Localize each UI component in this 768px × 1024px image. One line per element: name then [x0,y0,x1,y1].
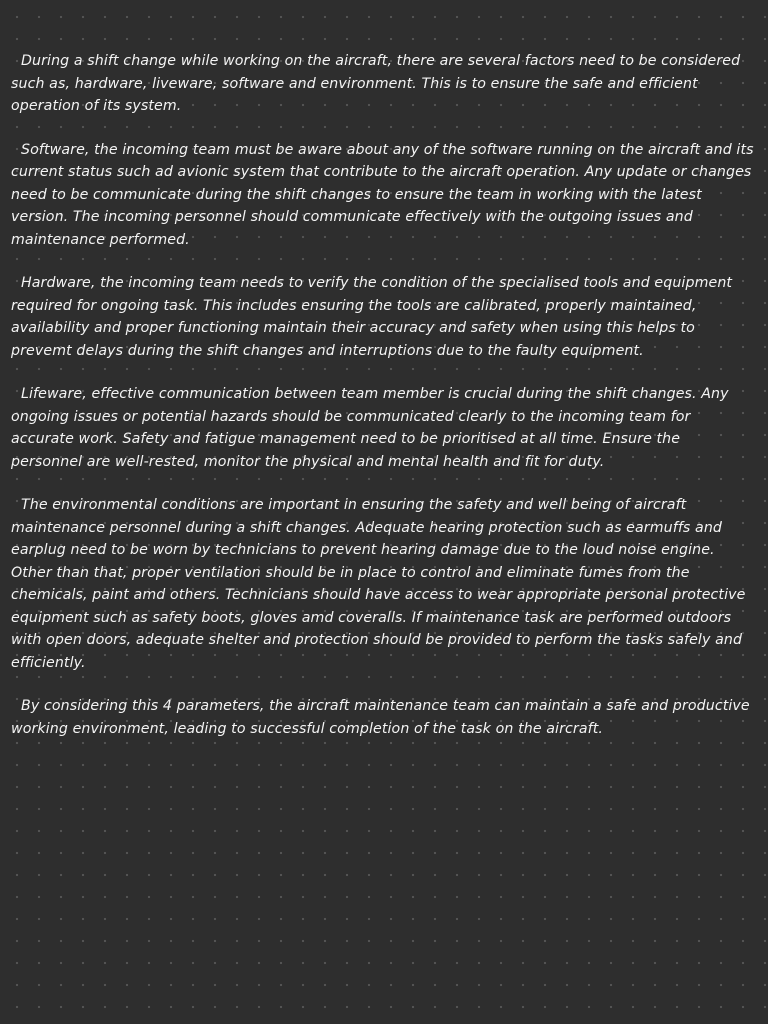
paragraph-software: Software, the incoming team must be aware about any of the software running on the aircraft and its current status such ad avionic system that contribute to the aircraft operation. Any update or changes need to be communicate during the shift changes to ensure the team in working with the latest version. The incoming personnel should communicate effectively with the outgoing issues and maintenance performed. [11,141,754,248]
note-body [11,50,754,740]
paragraph-conclusion: By considering this 4 parameters, the aircraft maintenance team can maintain a safe and productive working environment, leading to successful completion of the task on the aircraft. [11,698,750,737]
paragraph-liveware: Lifeware, effective communication between team member is crucial during the shift changes. Any ongoing issues or potential hazards should be communicated clearly to the incoming team for accurate work. Safety and fatigue management need to be prioritised at all time. Ensure the personnel are well-rested, monitor the physical and mental health and fit for duty. [11,386,729,470]
paragraph-hardware: Hardware, the incoming team needs to verify the condition of the specialised tools and equipment required for ongoing task. This includes ensuring the tools are calibrated, properly maintained, availability and proper functioning maintain their accuracy and safety when using this helps to prevemt delays during the shift changes and interruptions due to the faulty equipment. [11,275,733,359]
paragraph-intro: During a shift change while working on the aircraft, there are several factors need to be considered such as, hardware, liveware, software and environment. This is to ensure the safe and efficient operation of its system. [11,53,741,114]
paragraph-environment: The environmental conditions are important in ensuring the safety and well being of aircraft maintenance personnel during a shift changes. Adequate hearing protection such as earmuffs and earplug need to be worn by technicians to prevent hearing damage due to the loud noise engine. Other than that, proper ventilation should be in place to control and eliminate fumes from the chemicals, paint amd others. Technicians should have access to wear appropriate personal protective equipment such as safety boots, gloves amd coveralls. If maintenance task are performed outdoors with open doors, adequate shelter and protection should be provided to perform the tasks safely and efficiently. [11,497,746,671]
